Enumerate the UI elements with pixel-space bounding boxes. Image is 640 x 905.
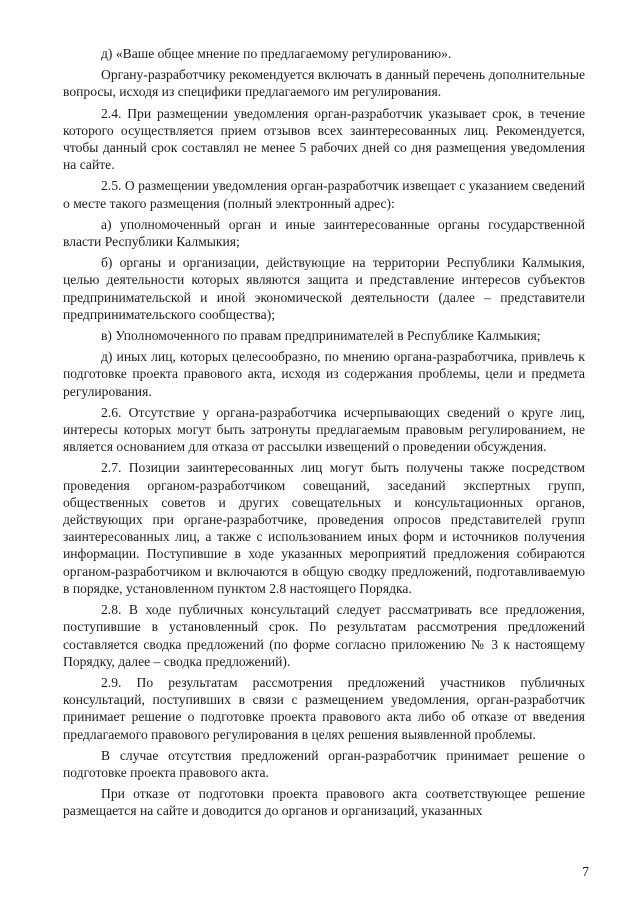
paragraph-2-9: 2.9. По результатам рассмотрения предложений участников публичных консультаций, поступивших в связи с размещением уведомления, орган-разработчик принимает решение о подготовке проекта правового акта либо об отказе от введения предлагаемого правового регулирования в целях решения выявленной проблемы.: [63, 674, 585, 742]
paragraph-2-7: 2.7. Позиции заинтересованных лиц могут быть получены также посредством проведения органом-разработчиком совещаний, заседаний экспертных групп, общественных советов и других совещательных и консультационных органов, действующих при органе-разработчике, проведения опросов представителей групп заинтересованных лиц, а также с использованием иных форм и источников получения информации. Поступившие в ходе указанных мероприятий предложения собираются органом-разработчиком и включаются в общую сводку предложений, подготавливаемую в порядке, установленном пунктом 2.8 настоящего Порядка.: [63, 460, 585, 596]
paragraph-2-6: 2.6. Отсутствие у органа-разработчика исчерпывающих сведений о круге лиц, интересы которых могут быть затронуты предлагаемым правовым регулированием, не является основанием для отказа от рассылки извещений о проведении обсуждения.: [63, 404, 585, 455]
paragraph-2-5-a: а) уполномоченный орган и иные заинтересованные органы государственной власти Республики Калмыкия;: [63, 216, 585, 250]
paragraph-2-5-b: б) органы и организации, действующие на территории Республики Калмыкия, целью деятельности которых являются защита и представление интересов субъектов предпринимательской и иной экономической деятельности (далее – представители предпринимательского сообщества);: [63, 255, 585, 322]
paragraph-2-5: 2.5. О размещении уведомления орган-разработчик извещает с указанием сведений о месте такого размещения (полный электронный адрес):: [63, 178, 585, 211]
document-body: [63, 45, 585, 824]
paragraph-2-5-d: д) иных лиц, которых целесообразно, по мнению органа-разработчика, привлечь к подготовке проекта правового акта, исходя из содержания проблемы, цели и предмета регулирования.: [63, 349, 585, 399]
paragraph-refusal: При отказе от подготовки проекта правового акта соответствующее решение размещается на сайте и доводится до органов и организаций, указанных: [63, 786, 585, 819]
paragraph-2-4: 2.4. При размещении уведомления орган-разработчик указывает срок, в течение которого осуществляется прием отзывов всех заинтересованных лиц. Рекомендуется, чтобы данный срок составлял не менее 5 рабочих дней со дня размещения уведомления на сайте.: [63, 105, 585, 173]
page-number: 7: [582, 864, 589, 879]
paragraph-2-5-v: в) Уполномоченного по правам предпринимателей в Республике Калмыкия;: [101, 328, 541, 344]
paragraph-additional-questions: Органу-разработчику рекомендуется включать в данный перечень дополнительные вопросы, исходя из специфики предлагаемого им регулирования.: [63, 67, 585, 100]
paragraph-opinion-question: д) «Ваше общее мнение по предлагаемому регулированию».: [101, 46, 452, 61]
paragraph-no-proposals: В случае отсутствия предложений орган-разработчик принимает решение о подготовке проекта правового акта.: [63, 747, 585, 780]
paragraph-2-8: 2.8. В ходе публичных консультаций следует рассматривать все предложения, поступившие в установленный срок. По результатам рассмотрения предложений составляется сводка предложений (по форме согласно приложению № 3 к настоящему Порядку, далее – сводка предложений).: [63, 602, 585, 669]
